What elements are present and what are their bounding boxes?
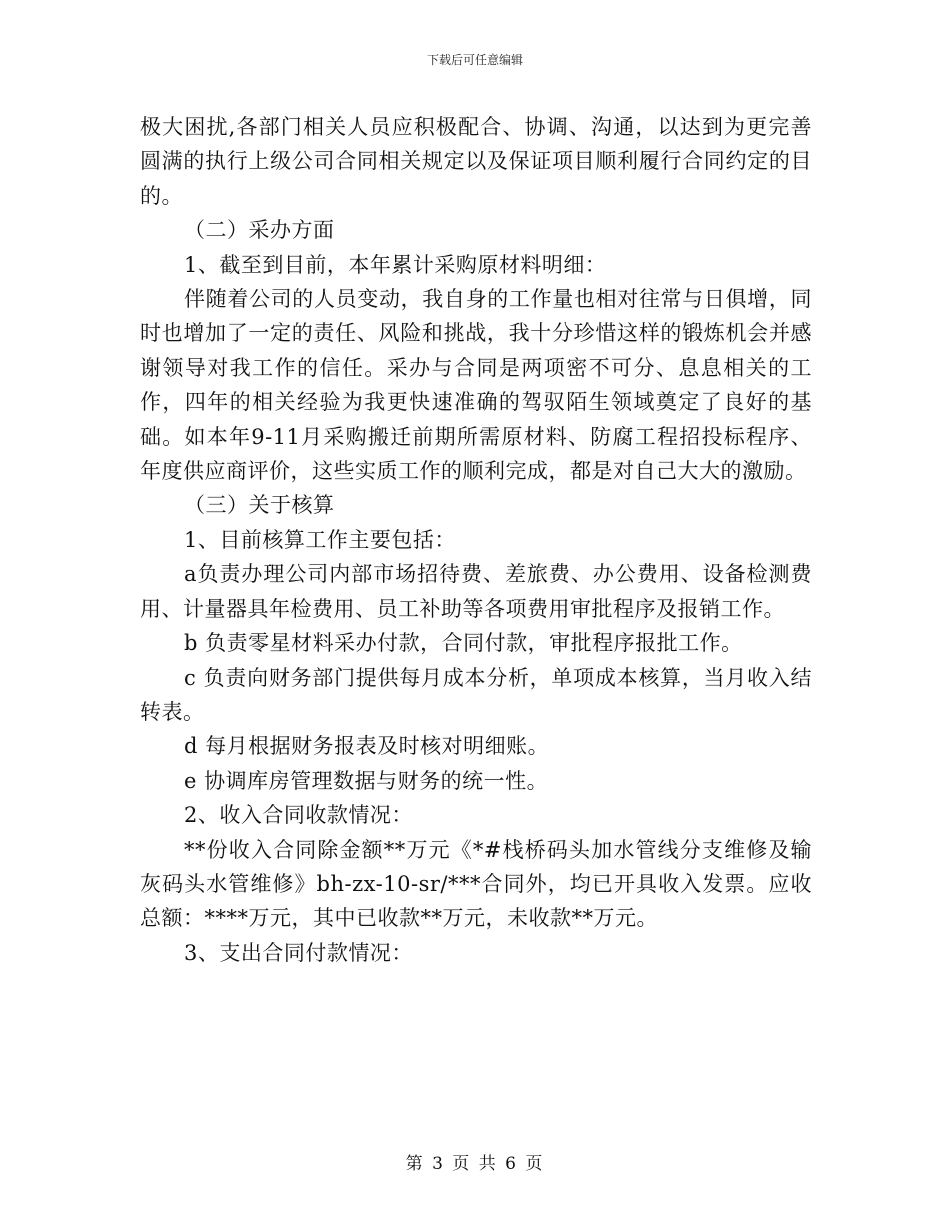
- list-item: b 负责零星材料采办付款，合同付款，审批程序报批工作。: [184, 631, 743, 656]
- paragraph: 极大困扰,各部门相关人员应积极配合、协调、沟通，以达到为更完善圆满的执行上级公司合同相关规定以及保证项目顺利履行合同约定的目的。: [140, 115, 812, 208]
- paragraph: 2、收入合同收款情况：: [184, 803, 413, 828]
- document-body: [140, 110, 812, 970]
- list-item: a负责办理公司内部市场招待费、差旅费、办公费用、设备检测费用、计量器具年检费用、员工补助等各项费用审批程序及报销工作。: [140, 562, 812, 621]
- page-header: 下载后可任意编辑: [426, 53, 523, 67]
- paragraph: 1、截至到目前，本年累计采购原材料明细：: [184, 252, 607, 277]
- paragraph: 伴随着公司的人员变动，我自身的工作量也相对往常与日俱增，同时也增加了一定的责任、风险和挑战，我十分珍惜这样的锻炼机会并感谢领导对我工作的信任。采办与合同是两项密不可分、息息相关的工作，四年的相关经验为我更快速准确的驾驭陌生领域奠定了良好的基础。如本年9-11月采购搬迁前期所需原材料、防腐工程招投标程序、年度供应商评价，这些实质工作的顺利完成，都是对自己大大的激励。: [140, 287, 812, 484]
- list-item: d 每月根据财务报表及时核对明细账。: [184, 734, 550, 759]
- list-item: e 协调库房管理数据与财务的统一性。: [184, 768, 549, 793]
- paragraph: 3、支出合同付款情况：: [184, 940, 413, 965]
- list-item: c 负责向财务部门提供每月成本分析，单项成本核算，当月收入结转表。: [140, 665, 812, 724]
- section-heading-procurement: （二）采办方面: [184, 218, 335, 243]
- paragraph: **份收入合同除金额**万元《*#栈桥码头加水管线分支维修及输灰码头水管维修》bh-zx-10-sr/***合同外，均已开具收入发票。应收总额：****万元，其中已收款**万元，未收款**万元。: [140, 837, 812, 931]
- page-number: 第 3 页 共 6 页: [405, 1154, 545, 1174]
- paragraph: 1、目前核算工作主要包括：: [184, 527, 456, 552]
- section-heading-accounting: （三）关于核算: [184, 493, 335, 518]
